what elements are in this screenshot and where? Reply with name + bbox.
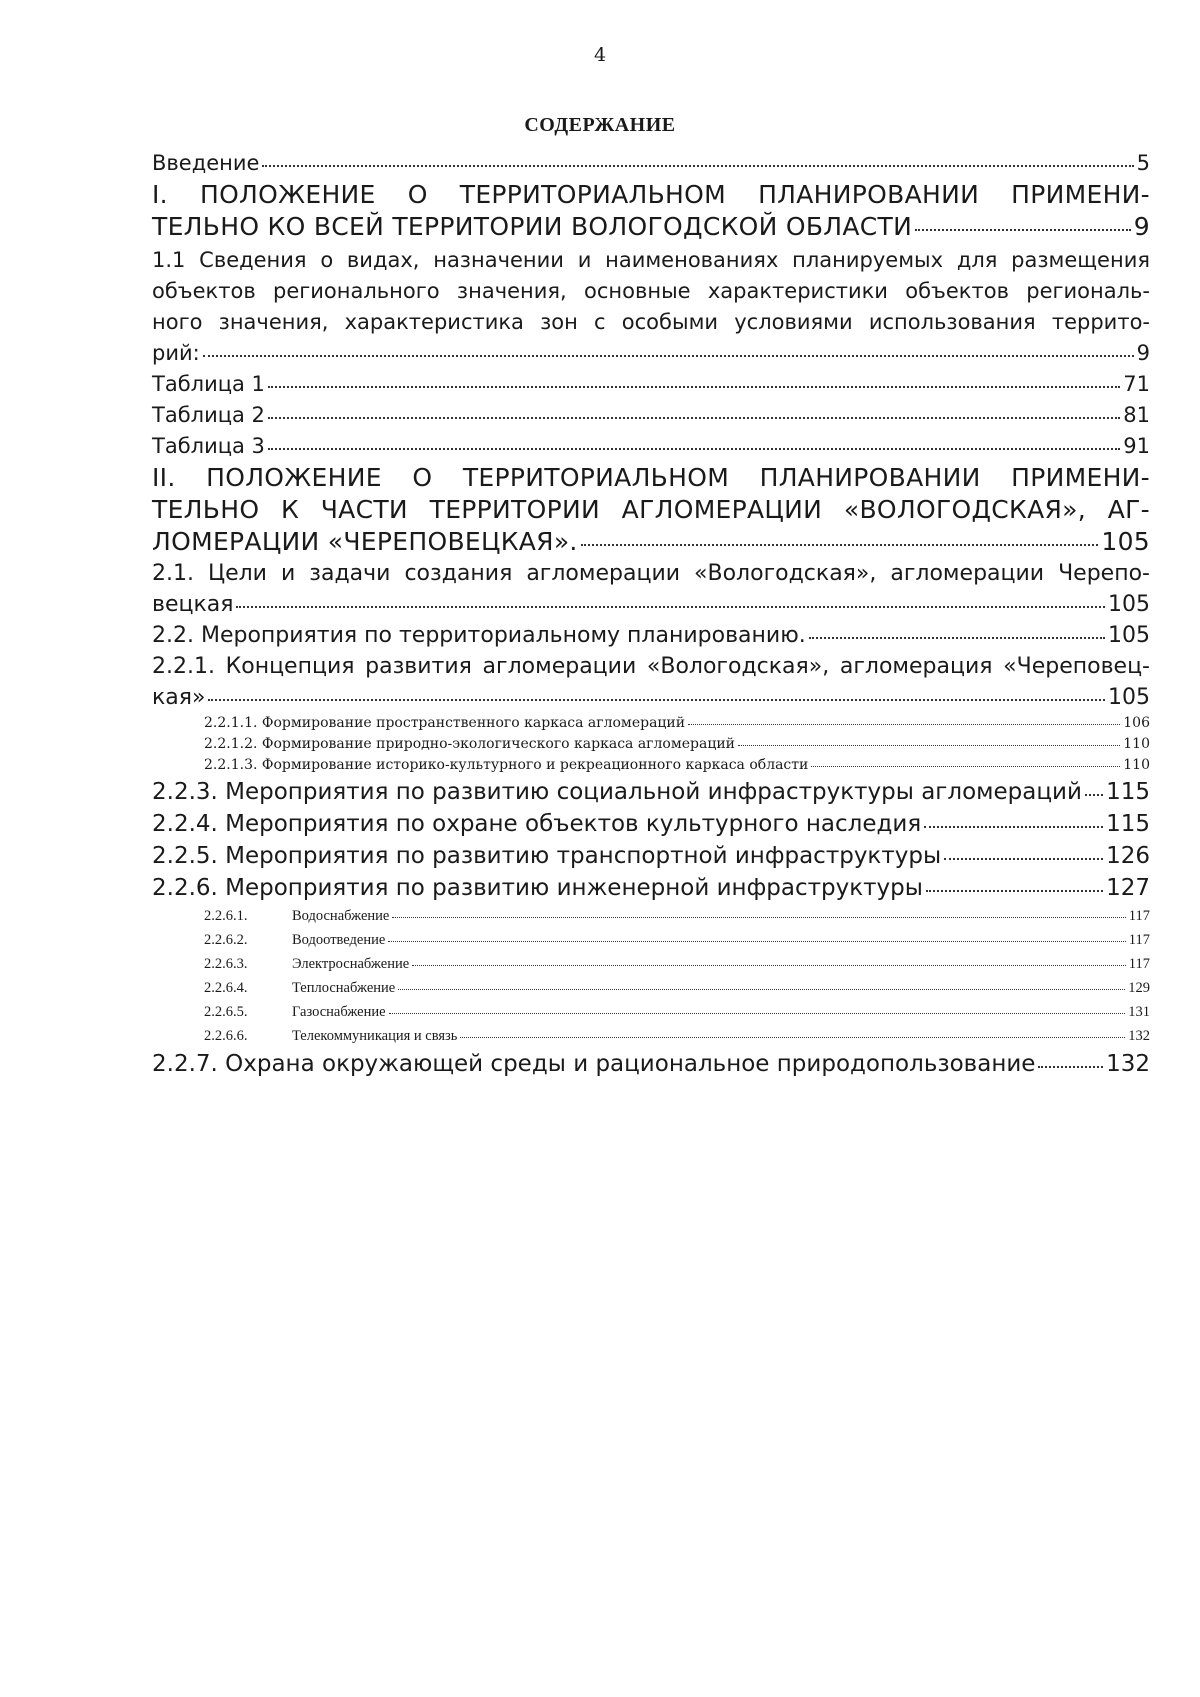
toc-entry-text: 2.2.6. Мероприятия по развитию инженерной инфраструктуры — [152, 875, 923, 901]
toc-entry-page: 117 — [1128, 908, 1150, 924]
dot-leader — [924, 809, 1103, 827]
toc-entry-number: 2.2.6.1. — [204, 908, 248, 924]
toc-entry-text: 2.2.7. Охрана окружающей среды и рациональное природопользование — [152, 1051, 1036, 1077]
toc-title: СОДЕРЖАНИЕ — [524, 114, 676, 136]
dot-leader — [738, 735, 1120, 746]
toc-entry-text: 2.2.3. Мероприятия по развитию социальной инфраструктуры агломераций — [152, 779, 1082, 805]
toc-entry-text: Водоотведение — [292, 932, 386, 948]
toc-entry-table-2[interactable] — [152, 400, 1150, 431]
dot-leader — [208, 683, 1105, 700]
toc-entry-text: Водоснабжение — [292, 908, 390, 924]
toc-entry-text: 2.2.4. Мероприятия по охране объектов культурного наследия — [152, 811, 922, 837]
toc-entry-1-1[interactable] — [152, 245, 1150, 369]
toc-entry-text: Телекоммуникация и связь — [292, 1028, 458, 1044]
toc-entry-page: 91 — [1123, 434, 1150, 458]
toc-entry-text: 2.2.1.1. Формирование пространственного каркаса агломераций — [204, 715, 686, 731]
toc-entry-number: 2.2.6.5. — [204, 1004, 248, 1020]
dot-leader — [268, 402, 1120, 419]
toc-entry-section-1[interactable] — [152, 179, 1150, 243]
toc-entry-2-2-6-2[interactable] — [152, 928, 1150, 952]
toc-entry-page: 117 — [1128, 956, 1150, 972]
toc-entry-page: 129 — [1128, 980, 1150, 996]
page-number: 4 — [593, 44, 607, 66]
dot-leader — [809, 621, 1105, 638]
toc-entry-page: 110 — [1123, 757, 1150, 773]
dot-leader — [412, 955, 1126, 966]
toc-entry-text: Газоснабжение — [292, 1004, 386, 1020]
toc-entry-2-2-1-2[interactable] — [152, 734, 1150, 755]
toc-entry-page: 105 — [1108, 685, 1150, 710]
toc-entry-line: рий: — [152, 341, 200, 365]
toc-entry-text: Электроснабжение — [292, 956, 410, 972]
toc-entry-page: 106 — [1123, 715, 1150, 731]
toc-entry-2-2-1-1[interactable] — [152, 713, 1150, 734]
toc-entry-2-2-4[interactable] — [152, 808, 1150, 840]
toc-entry-2-2-5[interactable] — [152, 840, 1150, 872]
toc-entry-2-2-7[interactable] — [152, 1048, 1150, 1080]
toc-entry-line: объектов регионального значения, основные характеристики объектов региональ- — [152, 279, 1150, 303]
toc-entry-intro[interactable] — [152, 148, 1150, 179]
toc-entry-page: 131 — [1128, 1004, 1150, 1020]
toc-entry-page: 115 — [1106, 779, 1150, 805]
toc-entry-2-2-6-1[interactable] — [152, 904, 1150, 928]
toc-entry-page: 105 — [1101, 527, 1150, 556]
dot-leader — [203, 340, 1134, 357]
toc-entry-text: 2.2.5. Мероприятия по развитию транспортной инфраструктуры — [152, 843, 942, 869]
toc-entry-line: II. ПОЛОЖЕНИЕ О ТЕРРИТОРИАЛЬНОМ ПЛАНИРОВАНИИ ПРИМЕНИ- — [152, 463, 1150, 492]
toc-entry-page: 115 — [1106, 811, 1150, 837]
toc-entry-page: 126 — [1106, 843, 1150, 869]
dot-leader — [389, 1003, 1126, 1014]
toc-entry-number: 2.2.6.2. — [204, 932, 248, 948]
dot-leader — [688, 714, 1120, 725]
toc-entry-table-3[interactable] — [152, 431, 1150, 462]
toc-entry-line: ЛОМЕРАЦИИ «ЧЕРЕПОВЕЦКАЯ». — [152, 527, 578, 556]
dot-leader — [926, 873, 1103, 891]
toc-entry-line: ТЕЛЬНО К ЧАСТИ ТЕРРИТОРИИ АГЛОМЕРАЦИИ «ВОЛОГОДСКАЯ», АГ- — [152, 495, 1150, 524]
dot-leader — [944, 841, 1103, 859]
dot-leader — [388, 931, 1125, 942]
dot-leader — [398, 979, 1125, 990]
toc-entry-2-2-6-6[interactable] — [152, 1024, 1150, 1048]
dot-leader — [581, 527, 1099, 547]
dot-leader — [236, 590, 1105, 607]
toc-entry-page: 117 — [1128, 932, 1150, 948]
toc-entry-number: 2.2.6.3. — [204, 956, 248, 972]
dot-leader — [392, 907, 1125, 918]
toc-entry-page: 127 — [1106, 875, 1150, 901]
dot-leader — [1085, 777, 1103, 795]
toc-entry-line: кая» — [152, 685, 206, 710]
toc-entry-2-2-6[interactable] — [152, 872, 1150, 904]
dot-leader — [811, 756, 1120, 767]
dot-leader — [460, 1027, 1125, 1038]
toc-entry-2-2-3[interactable] — [152, 776, 1150, 808]
dot-leader — [1038, 1049, 1103, 1067]
toc-entry-page: 9 — [1136, 341, 1150, 365]
toc-entry-table-1[interactable] — [152, 369, 1150, 400]
toc-entry-text: Таблица 1 — [152, 372, 265, 396]
toc-entry-line: 2.1. Цели и задачи создания агломерации «Вологодская», агломерации Черепо- — [152, 561, 1150, 586]
dot-leader — [268, 371, 1120, 388]
toc-entry-line: вецкая — [152, 592, 234, 617]
toc-entry-2-2-6-3[interactable] — [152, 952, 1150, 976]
toc-entry-page: 5 — [1136, 151, 1150, 175]
toc-entry-line: ТЕЛЬНО КО ВСЕЙ ТЕРРИТОРИИ ВОЛОГОДСКОЙ ОБЛАСТИ — [152, 212, 913, 241]
toc-entry-text: 2.2. Мероприятия по территориальному планированию. — [152, 623, 806, 648]
toc-entry-page: 81 — [1123, 403, 1150, 427]
toc-entry-number: 2.2.6.4. — [204, 980, 248, 996]
toc-entry-section-2[interactable] — [152, 462, 1150, 558]
toc-entry-text: Введение — [152, 151, 260, 175]
toc-entry-2-2-1[interactable] — [152, 651, 1150, 713]
toc-entry-page: 132 — [1128, 1028, 1150, 1044]
toc-entry-2-1[interactable] — [152, 558, 1150, 620]
toc-entry-text: Таблица 2 — [152, 403, 265, 427]
table-of-contents — [152, 148, 1150, 1080]
toc-entry-number: 2.2.6.6. — [204, 1028, 248, 1044]
toc-entry-text: 2.2.1.3. Формирование историко-культурного и рекреационного каркаса области — [204, 757, 809, 773]
toc-entry-line: ного значения, характеристика зон с особыми условиями использования террито- — [152, 310, 1150, 334]
toc-entry-page: 71 — [1123, 372, 1150, 396]
dot-leader — [268, 433, 1120, 450]
toc-entry-2-2[interactable] — [152, 620, 1150, 651]
toc-entry-page: 132 — [1106, 1051, 1150, 1077]
dot-leader — [915, 212, 1131, 232]
toc-entry-text: 2.2.1.2. Формирование природно-экологического каркаса агломераций — [204, 736, 735, 752]
toc-entry-line: 1.1 Сведения о видах, назначении и наименованиях планируемых для размещения — [152, 248, 1150, 272]
toc-entry-page: 105 — [1108, 592, 1150, 617]
dot-leader — [262, 150, 1133, 167]
toc-entry-2-2-1-3[interactable] — [152, 755, 1150, 776]
toc-entry-line: I. ПОЛОЖЕНИЕ О ТЕРРИТОРИАЛЬНОМ ПЛАНИРОВАНИИ ПРИМЕНИ- — [152, 180, 1150, 209]
toc-entry-2-2-6-5[interactable] — [152, 1000, 1150, 1024]
toc-entry-page: 105 — [1108, 623, 1150, 648]
toc-entry-text: Теплоснабжение — [292, 980, 396, 996]
toc-entry-text: Таблица 3 — [152, 434, 265, 458]
toc-entry-2-2-6-4[interactable] — [152, 976, 1150, 1000]
toc-entry-page: 9 — [1133, 212, 1150, 241]
toc-entry-line: 2.2.1. Концепция развития агломерации «Вологодская», агломерация «Череповец- — [152, 654, 1150, 679]
toc-entry-page: 110 — [1123, 736, 1150, 752]
